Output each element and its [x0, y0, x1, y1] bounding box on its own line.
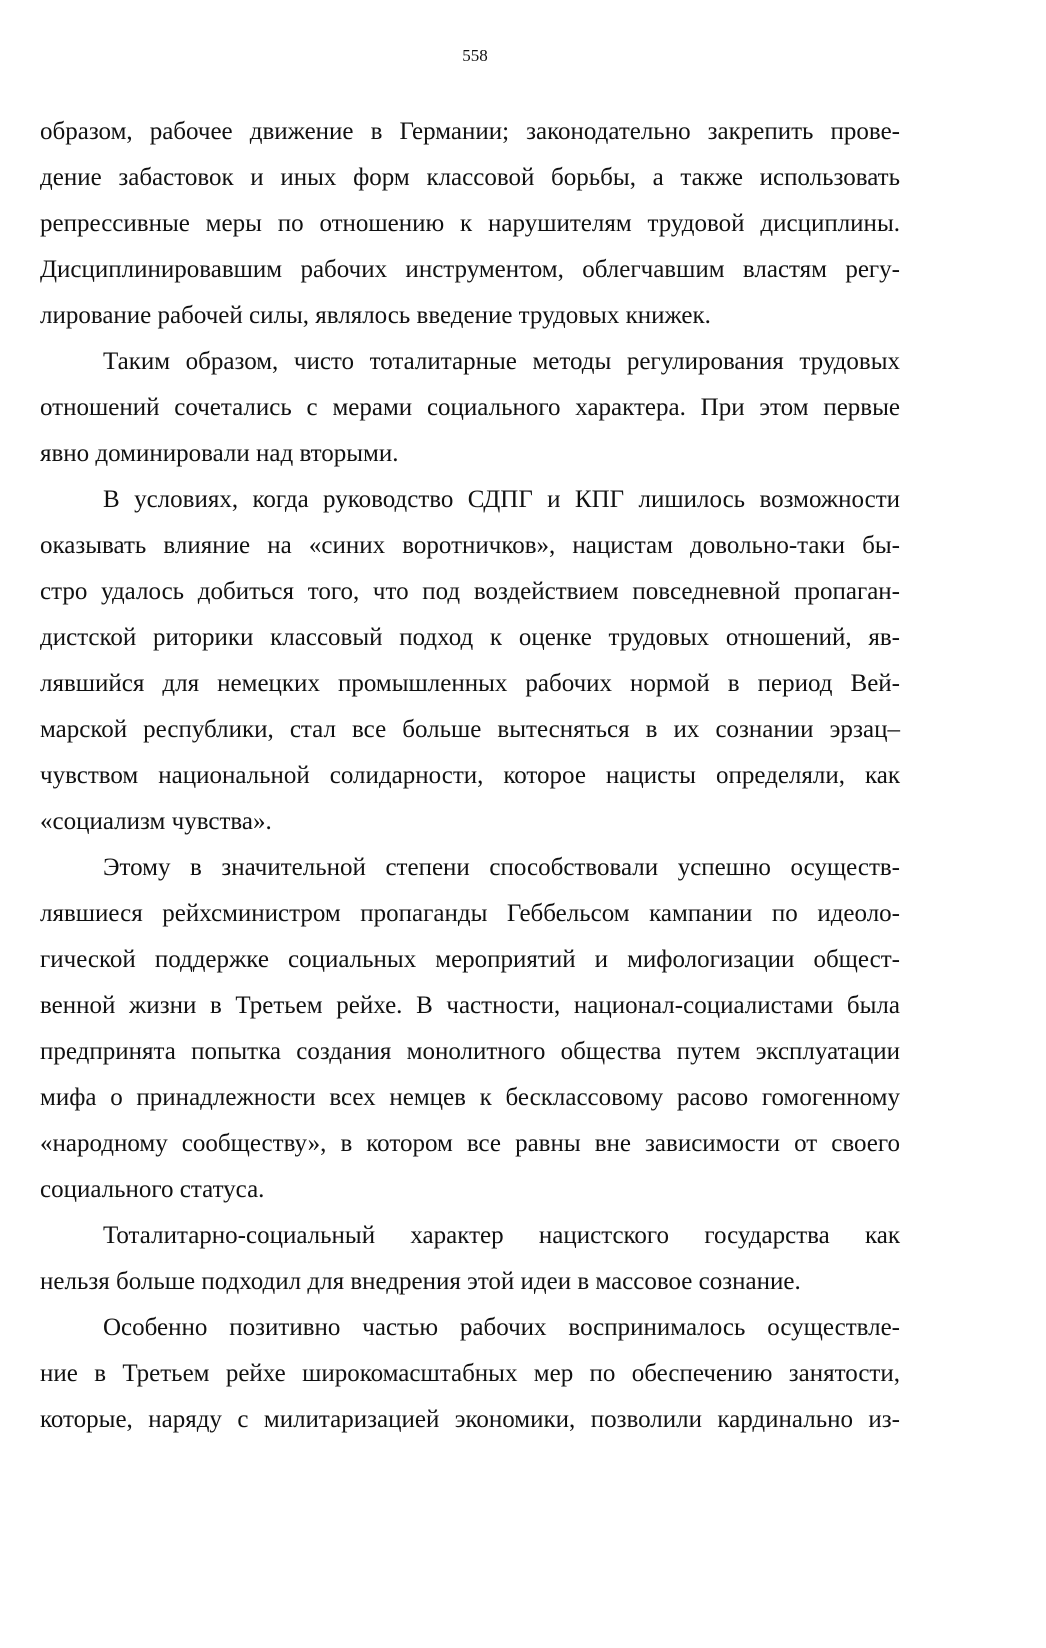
- text-line: Этому в значительной степени способствовали успешно осуществ-: [103, 854, 900, 881]
- text-line: марской республики, стал все больше вытесняться в их сознании эрзац–: [40, 716, 900, 743]
- text-line: чувством национальной солидарности, которое нацисты определяли, как: [40, 762, 900, 789]
- text-line: «народному сообществу», в котором все равны вне зависимости от своего: [40, 1130, 900, 1157]
- text-line: Дисциплинировавшим рабочих инструментом, облегчавшим властям регу-: [40, 256, 900, 283]
- text-line: лявшиеся рейхсминистром пропаганды Геббельсом кампании по идеоло-: [40, 900, 900, 927]
- text-line: стро удалось добиться того, что под воздействием повседневной пропаган-: [40, 578, 900, 605]
- text-line: дение забастовок и иных форм классовой борьбы, а также использовать: [40, 164, 900, 191]
- text-line: лявшийся для немецких промышленных рабочих нормой в период Вей-: [40, 670, 900, 697]
- text-line: мифа о принадлежности всех немцев к бесклассовому расово гомогенному: [40, 1084, 900, 1111]
- text-line: репрессивные меры по отношению к нарушителям трудовой дисциплины.: [40, 210, 900, 237]
- text-line: «социализм чувства».: [40, 808, 272, 835]
- text-line: лирование рабочей силы, являлось введение трудовых книжек.: [40, 302, 711, 329]
- text-line: образом, рабочее движение в Германии; законодательно закрепить прове-: [40, 118, 900, 145]
- text-line: нельзя больше подходил для внедрения этой идеи в массовое сознание.: [40, 1268, 801, 1295]
- text-line: ние в Третьем рейхе широкомасштабных мер по обеспечению занятости,: [40, 1360, 900, 1387]
- text-line: социального статуса.: [40, 1176, 265, 1203]
- text-line: явно доминировали над вторыми.: [40, 440, 399, 467]
- text-line: венной жизни в Третьем рейхе. В частности, национал-социалистами была: [40, 992, 900, 1019]
- text-line: гической поддержке социальных мероприятий и мифологизации общест-: [40, 946, 900, 973]
- text-line: Тоталитарно-социальный характер нацистского государства как: [103, 1222, 900, 1249]
- text-line: Таким образом, чисто тоталитарные методы регулирования трудовых: [103, 348, 900, 375]
- text-line: В условиях, когда руководство СДПГ и КПГ лишилось возможности: [103, 486, 900, 513]
- text-line: отношений сочетались с мерами социального характера. При этом первые: [40, 394, 900, 421]
- text-line: оказывать влияние на «синих воротничков», нацистам довольно-таки бы-: [40, 532, 900, 559]
- text-line: Особенно позитивно частью рабочих воспринималось осуществле-: [103, 1314, 900, 1341]
- text-line: предпринята попытка создания монолитного общества путем эксплуатации: [40, 1038, 900, 1065]
- text-line: которые, наряду с милитаризацией экономики, позволили кардинально из-: [40, 1406, 900, 1433]
- page-number: 558: [462, 46, 488, 65]
- text-line: дистской риторики классовый подход к оценке трудовых отношений, яв-: [40, 624, 900, 651]
